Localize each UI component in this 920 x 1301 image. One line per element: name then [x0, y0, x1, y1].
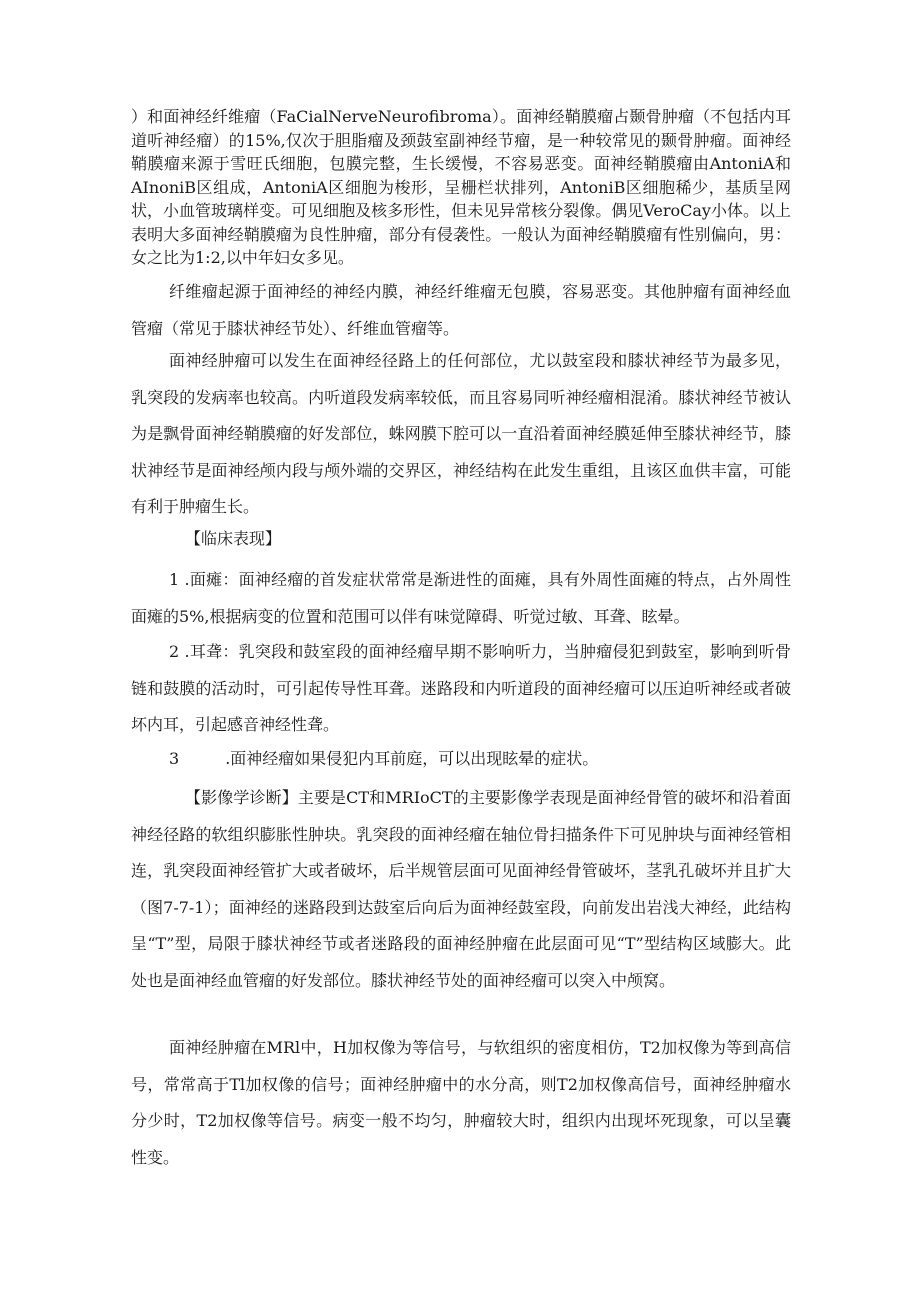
heading-clinical-manifestations: 【临床表现】 — [185, 529, 282, 548]
list-item-facial-paralysis: 1 .面瘫：面神经瘤的首发症状常常是渐进性的面瘫，具有外周性面瘫的特点，占外周性面瘫的5%,根据病变的位置和范围可以伴有味觉障碍、听觉过敏、耳聋、眩晕。 — [131, 570, 791, 626]
list-item-hearing-loss: 2 .耳聋：乳突段和鼓室段的面神经瘤早期不影响听力，当肿瘤侵犯到鼓室，影响到听骨链和鼓膜的活动时，可引起传导性耳聋。迷路段和内听道段的面神经瘤可以压迫听神经或者破坏内耳，引起感音神经性聋。 — [131, 642, 791, 734]
list-item-vertigo — [131, 741, 791, 778]
paragraph-schwannoma-overview: ）和面神经纤维瘤（FaCialNerveNeurofibroma）。面神经鞘膜瘤占颞骨肿瘤（不包括内耳道听神经瘤）的15%,仅次于胆脂瘤及颈鼓室副神经节瘤，是一种较常见的颞骨肿瘤。面神经鞘膜瘤来源于雪旺氏细胞，包膜完整，生长缓慢，不容易恶变。面神经鞘膜瘤由AntoniA和AInoniB区组成，AntoniA区细胞为梭形，呈栅栏状排列，AntoniB区细胞稀少，基质呈网状，小血管玻璃样变。可见细胞及核多形性，但未见异常核分裂像。偶见VeroCay小体。以上表明大多面神经鞘膜瘤为良性肿瘤，部分有侵袭性。一般认为面神经鞘膜瘤有性别偏向，男：女之比为1:2,以中年妇女多见。 — [131, 107, 791, 267]
list-item-number: 3 — [169, 749, 180, 768]
paragraph-mri-findings: 面神经肿瘤在MRl中，H加权像为等信号，与软组织的密度相仿，T2加权像为等到高信号，常常高于Tl加权像的信号；面神经肿瘤中的水分高，则T2加权像高信号，面神经肿瘤水分少时，T2加权像等信号。病变一般不均匀，肿瘤较大时，组织内出现坏死现象，可以呈囊性变。 — [131, 1038, 791, 1167]
paragraph-imaging-diagnosis: 【影像学诊断】主要是CT和MRIoCT的主要影像学表现是面神经骨管的破坏和沿着面神经径路的软组织膨胀性肿块。乳突段的面神经瘤在轴位骨扫描条件下可见肿块与面神经管相连，乳突段面神经管扩大或者破坏，后半规管层面可见面神经骨管破坏，茎乳孔破坏并且扩大（图7-7-1）；面神经的迷路段到达鼓室后向后为面神经鼓室段，向前发出岩浅大神经，此结构呈“T”型，局限于膝状神经节或者迷路段的面神经肿瘤在此层面可见“T”型结构区域膨大。此处也是面神经血管瘤的好发部位。膝状神经节处的面神经瘤可以突入中颅窝。 — [131, 788, 791, 990]
list-item-text: .面神经瘤如果侵犯内耳前庭，可以出现眩晕的症状。 — [225, 749, 599, 768]
paragraph-neurofibroma: 纤维瘤起源于面神经的神经内膜，神经纤维瘤无包膜，容易恶变。其他肿瘤有面神经血管瘤（常见于膝状神经节处）、纤维血管瘤等。 — [131, 282, 791, 338]
paragraph-tumor-location: 面神经肿瘤可以发生在面神经径路上的任何部位，尤以鼓室段和膝状神经节为最多见，乳突段的发病率也较高。内听道段发病率较低，而且容易同听神经瘤相混淆。膝状神经节被认为是飘骨面神经鞘膜瘤的好发部位，蛛网膜下腔可以一直沿着面神经膜延伸至膝状神经节，膝状神经节是面神经颅内段与颅外端的交界区，神经结构在此发生重组，且该区血供丰富，可能有利于肿瘤生长。 — [131, 351, 791, 516]
